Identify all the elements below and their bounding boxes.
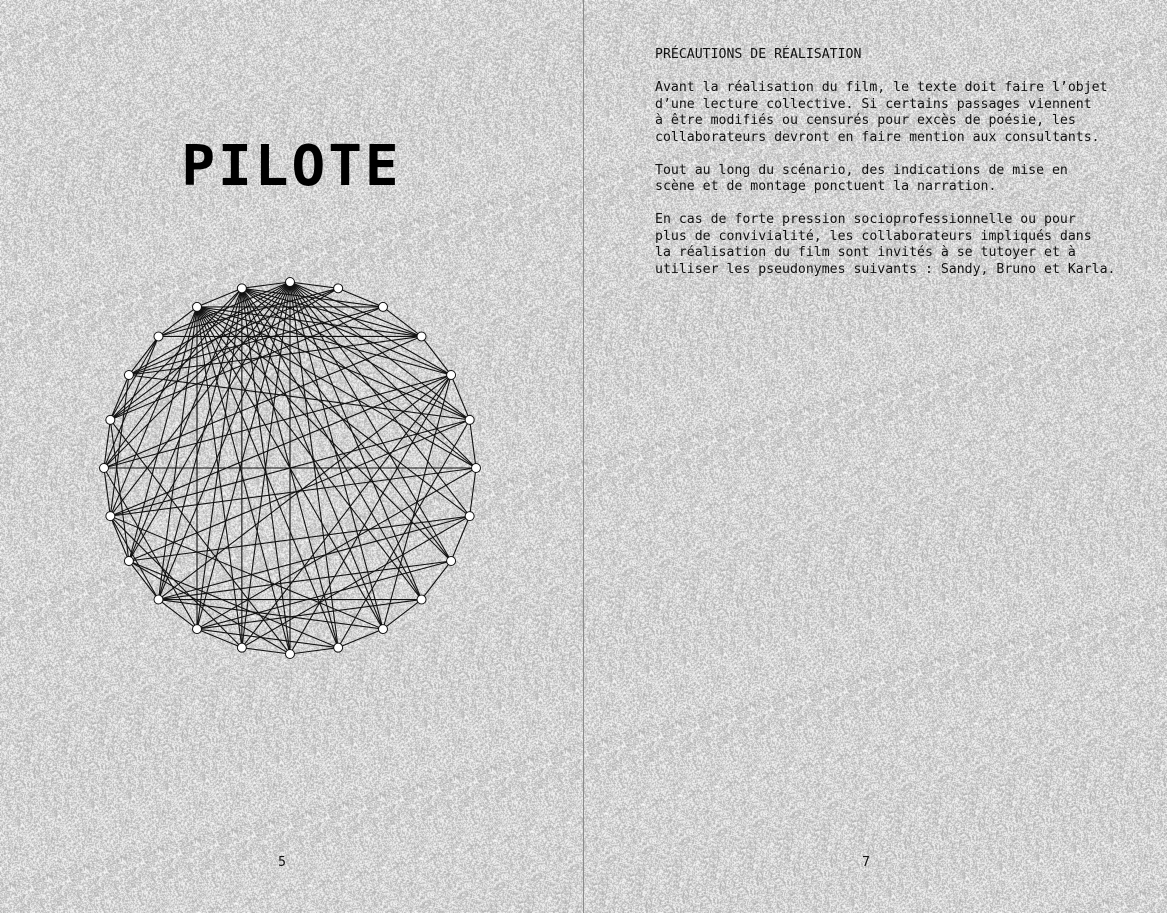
network-node	[379, 625, 388, 634]
network-edge	[242, 648, 290, 654]
book-gutter	[583, 0, 584, 913]
network-edge	[451, 516, 470, 561]
circular-network-graph-icon	[0, 0, 583, 913]
network-node	[106, 512, 115, 521]
left-page	[0, 0, 583, 913]
network-edge	[290, 648, 338, 654]
text-line: utiliser les pseudonymes suivants : Sandy, Bruno et Karla.	[655, 261, 1116, 277]
network-node	[193, 625, 202, 634]
right-page	[584, 0, 1167, 913]
network-edge	[290, 375, 451, 654]
network-edge	[338, 629, 383, 648]
network-edge	[197, 307, 451, 561]
network-node	[286, 278, 295, 287]
network-edge	[197, 600, 422, 630]
network-node	[447, 557, 456, 566]
text-line: la réalisation du film sont invités à se tutoyer et à	[655, 245, 1076, 260]
network-edge	[129, 561, 338, 648]
network-node	[417, 332, 426, 341]
network-edge	[158, 288, 338, 336]
network-edge	[290, 282, 422, 600]
network-edge	[422, 561, 452, 600]
network-edge	[290, 282, 451, 375]
network-node	[379, 302, 388, 311]
network-node	[154, 595, 163, 604]
page-title: PILOTE	[181, 134, 402, 199]
network-node	[237, 284, 246, 293]
text-line: Avant la réalisation du film, le texte doit faire l’objet	[655, 80, 1108, 95]
text-column	[655, 47, 1135, 295]
network-node	[124, 557, 133, 566]
page-number-left: 5	[278, 855, 286, 870]
network-node	[417, 595, 426, 604]
network-node	[124, 371, 133, 380]
paragraph-1	[655, 80, 1135, 146]
page-number-right: 7	[862, 855, 870, 870]
network-edge	[129, 288, 338, 375]
network-node	[465, 415, 474, 424]
text-line: à être modifiés ou censurés pour excès de poésie, les	[655, 113, 1076, 128]
network-edge	[158, 516, 469, 599]
paragraph-2	[655, 163, 1135, 196]
network-node	[106, 415, 115, 424]
network-node	[472, 464, 481, 473]
network-edge	[242, 288, 451, 375]
network-node	[334, 643, 343, 652]
text-line: collaborateurs devront en faire mention aux consultants.	[655, 129, 1100, 145]
network-edge	[197, 468, 476, 629]
paragraph-3	[655, 212, 1135, 278]
section-heading: PRÉCAUTIONS DE RÉALISATION	[655, 47, 862, 62]
network-node	[465, 512, 474, 521]
network-edge	[104, 468, 110, 516]
network-edge	[290, 282, 451, 561]
network-edge	[158, 600, 383, 630]
text-line: scène et de montage ponctuent la narration.	[655, 179, 997, 194]
text-line: Tout au long du scénario, des indications de mise en	[655, 162, 1068, 178]
network-edge	[129, 375, 470, 420]
network-node	[286, 650, 295, 659]
text-line: plus de convivialité, les collaborateurs impliqués dans	[655, 228, 1092, 244]
network-edge	[470, 420, 476, 468]
network-edge	[129, 561, 290, 654]
network-edge	[110, 307, 197, 516]
network-edge	[104, 288, 242, 468]
network-edge	[104, 375, 451, 468]
network-node	[237, 643, 246, 652]
text-line: d’une lecture collective. Si certains passages viennent	[655, 96, 1092, 112]
network-node	[100, 464, 109, 473]
network-node	[447, 371, 456, 380]
network-node	[154, 332, 163, 341]
text-line: En cas de forte pression socioprofessionnelle ou pour	[655, 212, 1076, 227]
network-edge	[242, 288, 422, 336]
network-edge	[104, 468, 197, 629]
network-node	[334, 284, 343, 293]
network-edge	[197, 288, 242, 629]
network-edge	[197, 307, 470, 420]
network-node	[193, 302, 202, 311]
network-edge	[470, 468, 476, 516]
